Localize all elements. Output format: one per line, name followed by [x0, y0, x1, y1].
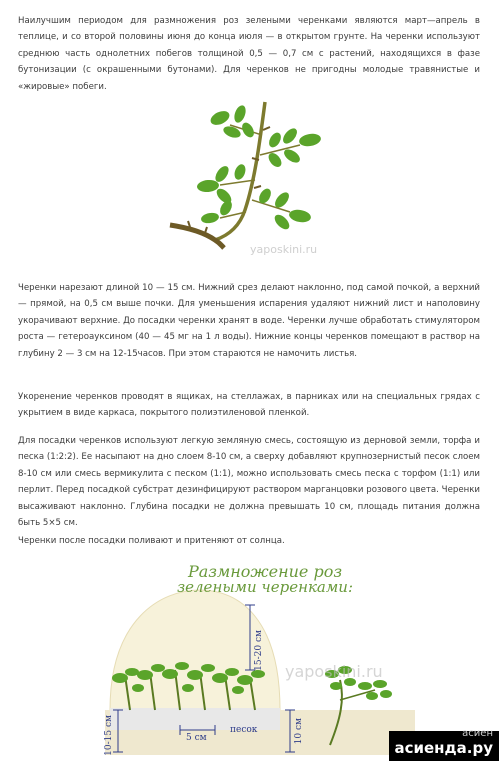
cuttings-diagram — [100, 560, 430, 760]
spacing-label: 5 см — [186, 733, 207, 743]
paragraph-1: Наилучшим периодом для размножения роз зелеными черенками являются март—апрель в теплице, и со второй половины июня до конца июля — в открытом грунте. На черенки используют среднюю часть однолетних побегов толщиной 0,5 — 0,7 см с растений, находящихся в фазе бутонизации (с окрашенными бутонами). Для черенков не пригодны молодые травянистые и «жировые» побеги. — [18, 16, 480, 92]
paragraph-4: Для посадки черенков используют легкую земляную смесь, состоящую из дерновой земли, торфа и песка (1:2:2). Ее насыпают на дно слоем 8-10 см, а сверху добавляют крупнозернистый песок слоем 8-10 см или смесь вермикулита с песком (1:1), можно использовать смесь песка с торфом (1:1) или перлит. Перед посадкой субстрат дезинфицируют раствором марганцовки розового цвета. Черенки высаживают наклонно. Глубина посадки не должна превышать 10 см, площадь питания должна быть 5×5 см. — [18, 436, 480, 529]
diagram-title-line1: Размножение роз — [187, 562, 343, 581]
figure2-watermark: yaposkini.ru — [285, 662, 383, 681]
rose-stem-drawing — [160, 100, 340, 265]
height-label: 15-20 см — [254, 630, 264, 671]
diagram-title-line2: зелеными черенками: — [176, 578, 354, 596]
right-depth-label: 10 см — [294, 718, 304, 745]
site-watermark-main: асиенда.ру — [394, 739, 493, 757]
figure1-watermark: yaposkini.ru — [250, 243, 318, 256]
paragraph-5: Черенки после посадки поливают и притеняют от солнца. — [18, 536, 285, 546]
rose-stem-illustration — [160, 100, 340, 265]
site-watermark-top: асиен — [462, 728, 493, 739]
soil-depth-label: 10-15 см — [104, 715, 114, 756]
sand-label: песок — [230, 725, 258, 735]
site-watermark-badge — [389, 728, 499, 761]
paragraph-2: Черенки нарезают длиной 10 — 15 см. Нижний срез делают наклонно, под самой почкой, а верхний — прямой, на 0,5 см выше почки. Для уменьшения испарения удаляют нижний лист и наполовину укорачивают верхние. До посадки черенки хранят в воде. Черенки лучше обработать стимулятором роста — гетероауксином (40 — 45 мг на 1 л воды). Нижние концы черенков помещают в раствор на глубину 2 — 3 см на 12-15часов. При этом стараются не намочить листья. — [18, 283, 480, 359]
paragraph-3: Укоренение черенков проводят в ящиках, на стеллажах, в парниках или на специальных грядах с укрытием в виде каркаса, покрытого полиэтиленовой пленкой. — [18, 392, 480, 419]
